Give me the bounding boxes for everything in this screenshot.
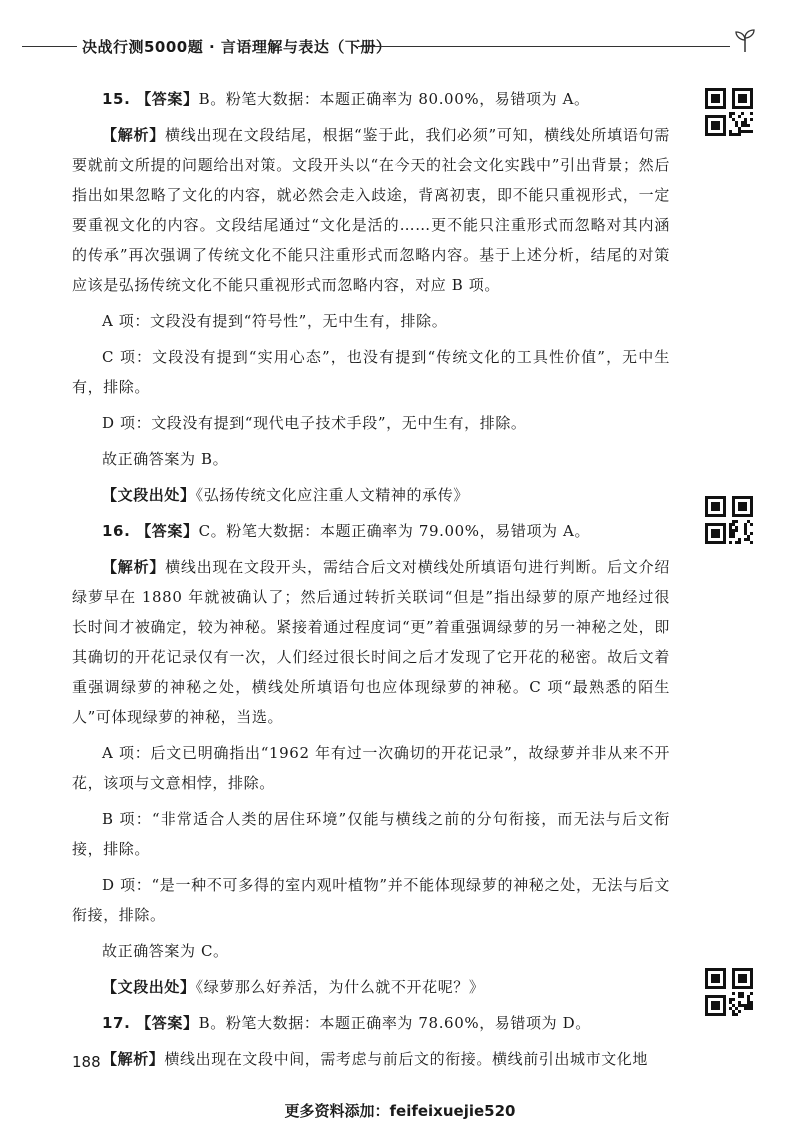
option-d-16: D 项：“是一种不可多得的室内观叶植物”并不能体现绿萝的神秘之处，无法与后文衔接，排除。: [72, 876, 670, 924]
header-rule-left: [22, 46, 77, 47]
option-b-16: B 项：“非常适合人类的居住环境”仅能与横线之前的分句衔接，而无法与后文衔接，排除。: [72, 810, 670, 858]
source-16: 【文段出处】《绿萝那么好养活，为什么就不开花呢？》: [102, 978, 485, 996]
option-c-15: C 项：文段没有提到“实用心态”，也没有提到“传统文化的工具性价值”，无中生有，排除。: [72, 348, 670, 396]
analysis-16: 【解析】横线出现在文段开头，需结合后文对横线处所填语句进行判断。后文介绍绿萝早在 1880 年就被确认了；然后通过转折关联词“但是”指出绿萝的原产地经过很长时间才被确定，较为神秘。紧接着通过程度词“更”着重强调绿萝的另一神秘之处，即其确切的开花记录仅有一次，人们经过很长时间之后才发现了它开花的秘密。故后文着重强调绿萝的神秘之处，横线处所填语句也应体现绿萝的神秘。C 项“最熟悉的陌生人”可体现绿萝的神秘，当选。: [72, 558, 671, 726]
qr-code-icon: [705, 968, 753, 1016]
running-header: [0, 34, 800, 58]
answer-15-line: 15. 【答案】B。粉笔大数据：本题正确率为 80.00%，易错项为 A。: [102, 90, 590, 108]
source-15: 【文段出处】《弘扬传统文化应注重人文精神的承传》: [102, 486, 469, 504]
footer-note: 更多资料添加：feifeixuejie520: [284, 1102, 516, 1120]
analysis-17: 【解析】横线出现在文段中间，需考虑与前后文的衔接。横线前引出城市文化地: [102, 1050, 649, 1068]
option-a-15: A 项：文段没有提到“符号性”，无中生有，排除。: [102, 312, 448, 330]
conclusion-15: 故正确答案为 B。: [102, 450, 229, 468]
option-a-16: A 项：后文已明确指出“1962 年有过一次确切的开花记录”，故绿萝并非从来不开花，该项与文意相悖，排除。: [72, 744, 670, 792]
qr-code-icon: [705, 496, 753, 544]
page-number: 188: [72, 1053, 101, 1071]
book-title: 决战行测5000题 · 言语理解与表达（下册）: [82, 38, 392, 56]
qr-code-icon: [705, 88, 753, 136]
answer-explanations: [72, 84, 670, 1080]
analysis-15: 【解析】横线出现在文段结尾，根据“鉴于此，我们必须”可知，横线处所填语句需要就前文所提的问题给出对策。文段开头以“在今天的社会文化实践中”引出背景；然后指出如果忽略了文化的内容，就必然会走入歧途，背离初衷，即不能只重视形式，一定要重视文化的内容。文段结尾通过“文化是活的……更不能只注重形式而忽略对其内涵的传承”再次强调了传统文化不能只注重形式而忽略内容。基于上述分析，结尾的对策应该是弘扬传统文化不能只重视形式而忽略内容，对应 B 项。: [72, 126, 671, 294]
answer-17-line: 17. 【答案】B。粉笔大数据：本题正确率为 78.60%，易错项为 D。: [102, 1014, 591, 1032]
answer-16-line: 16. 【答案】C。粉笔大数据：本题正确率为 79.00%，易错项为 A。: [102, 522, 591, 540]
header-rule-right: [358, 46, 730, 47]
sprout-icon: [730, 26, 760, 56]
conclusion-16: 故正确答案为 C。: [102, 942, 229, 960]
option-d-15: D 项：文段没有提到“现代电子技术手段”，无中生有，排除。: [102, 414, 527, 432]
